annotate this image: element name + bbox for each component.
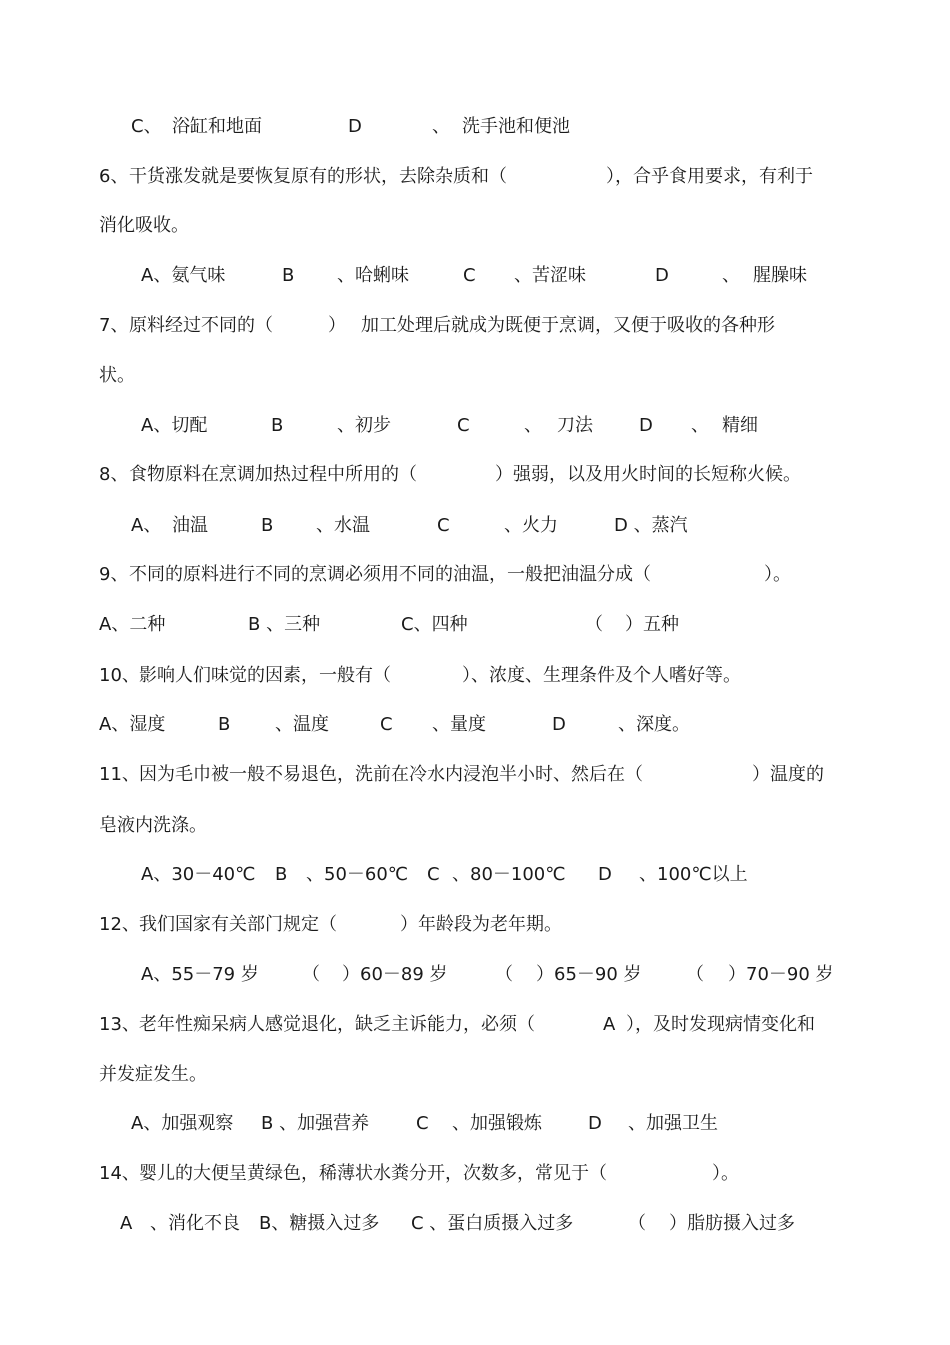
option-c-label: C — [380, 714, 393, 735]
option-b-text: 、初步 — [337, 415, 391, 436]
option-a-label: A、 — [131, 515, 162, 536]
question-stem: 老年性痴呆病人感觉退化，缺乏主诉能力，必须（ — [139, 1014, 535, 1035]
question-stem: 婴儿的大便呈黄绿色，稀薄状水粪分开，次数多，常见于（ — [139, 1163, 607, 1184]
option-b-label: B — [218, 714, 231, 735]
option-d: D 、蒸汽 — [614, 515, 688, 536]
option-b-text: 、哈蜊味 — [337, 265, 409, 286]
option-b-text: 、水温 — [316, 515, 370, 536]
question-number: 6、 — [99, 166, 129, 187]
option-d-label: D — [598, 864, 612, 885]
question-number: 7、 — [99, 315, 129, 336]
option-a: A、湿度 — [99, 714, 166, 735]
option-c-text: 、量度 — [432, 714, 486, 735]
option-c-text: ）65－90 岁 — [536, 964, 642, 985]
option-b-text: 、温度 — [275, 714, 329, 735]
option-b: B 、加强营养 — [261, 1113, 370, 1134]
option-c-label: C — [416, 1113, 429, 1134]
question-stem: 原料经过不同的（ — [129, 315, 273, 336]
option-d-text: 、加强卫生 — [628, 1113, 718, 1134]
option-a: A、氨气味 — [141, 265, 226, 286]
option-d-text: ）五种 — [625, 614, 679, 635]
option-a: A、55－79 岁 — [141, 964, 259, 985]
option-c-paren: （ — [495, 964, 513, 985]
question-stem: ）温度的 — [752, 764, 824, 785]
option-d-sep: 、 — [432, 116, 450, 137]
option-b-paren: （ — [302, 964, 320, 985]
option-a-text: 油温 — [172, 515, 208, 536]
question-stem: 食物原料在烹调加热过程中所用的（ — [129, 464, 417, 485]
question-stem: ）强弱，以及用火时间的长短称火候。 — [495, 464, 801, 485]
option-b-label: B — [282, 265, 295, 286]
question-number: 14、 — [99, 1163, 140, 1184]
question-stem: 并发症发生。 — [99, 1064, 207, 1085]
option-c-label: C — [437, 515, 450, 536]
option-c: C、四种 — [401, 614, 468, 635]
question-stem: 消化吸收。 — [99, 215, 189, 236]
option-d-text: 、深度。 — [618, 714, 690, 735]
question-stem: 不同的原料进行不同的烹调必须用不同的油温，一般把油温分成（ — [129, 564, 651, 585]
question-stem: ），及时发现病情变化和 — [626, 1014, 815, 1035]
option-d-paren: （ — [686, 964, 704, 985]
option-d-text: ）脂肪摄入过多 — [669, 1213, 795, 1234]
option-d-text: 精细 — [722, 415, 758, 436]
option-b-text: ）60－89 岁 — [342, 964, 448, 985]
option-c-label: C — [457, 415, 470, 436]
option-d-label: D — [639, 415, 653, 436]
option-d-paren: （ — [585, 614, 603, 635]
option-b-label: B — [271, 415, 284, 436]
question-stem: 皂液内洗涤。 — [99, 815, 207, 836]
option-a: A、30－40℃ — [141, 864, 256, 885]
option-d-text: 、100℃以上 — [639, 864, 748, 885]
question-stem: ）年龄段为老年期。 — [400, 914, 562, 935]
question-number: 8、 — [99, 464, 129, 485]
question-stem: ）。 — [712, 1163, 739, 1184]
option-c-label: C、 — [131, 116, 162, 137]
question-answer: A — [603, 1014, 616, 1035]
option-b-label: B — [275, 864, 288, 885]
option-b-label: B — [261, 515, 274, 536]
option-d-text: 洗手池和便池 — [462, 116, 570, 137]
option-d-sep: 、 — [691, 415, 709, 436]
option-d-label: D — [552, 714, 566, 735]
option-c: C 、蛋白质摄入过多 — [411, 1213, 574, 1234]
option-a: A、二种 — [99, 614, 166, 635]
option-d-text: ）70－90 岁 — [728, 964, 834, 985]
question-stem: ），合乎食用要求，有利于 — [606, 166, 813, 187]
question-stem: ）、浓度、生理条件及个人嗜好等。 — [462, 665, 741, 686]
question-number: 11、 — [99, 764, 140, 785]
option-a-label: A — [120, 1213, 133, 1234]
question-stem: 影响人们味觉的因素，一般有（ — [139, 665, 391, 686]
option-d-text: 腥臊味 — [753, 265, 807, 286]
option-c-text: 浴缸和地面 — [172, 116, 262, 137]
question-number: 10、 — [99, 665, 140, 686]
question-stem: 干货涨发就是要恢复原有的形状，去除杂质和（ — [129, 166, 507, 187]
option-c-text: 、火力 — [504, 515, 558, 536]
option-d-label: D — [655, 265, 669, 286]
option-c-label: C — [427, 864, 440, 885]
option-c-text: 、苦涩味 — [514, 265, 586, 286]
option-d-label: D — [348, 116, 362, 137]
question-stem: 加工处理后就成为既便于烹调，又便于吸收的各种形 — [361, 315, 775, 336]
question-number: 9、 — [99, 564, 129, 585]
option-d-label: D — [588, 1113, 602, 1134]
option-a: A、加强观察 — [131, 1113, 234, 1134]
option-c-text: 、加强锻炼 — [452, 1113, 542, 1134]
option-c-text: 刀法 — [557, 415, 593, 436]
question-number: 12、 — [99, 914, 140, 935]
option-c-text: 、80－100℃ — [452, 864, 566, 885]
option-b-text: 、50－60℃ — [306, 864, 409, 885]
option-c-sep: 、 — [524, 415, 542, 436]
option-a: A、切配 — [141, 415, 208, 436]
option-d-paren: （ — [628, 1213, 646, 1234]
question-stem: 我们国家有关部门规定（ — [139, 914, 337, 935]
option-b: B、糖摄入过多 — [259, 1213, 380, 1234]
question-stem: 因为毛巾被一般不易退色，洗前在冷水内浸泡半小时、然后在（ — [139, 764, 643, 785]
option-d-sep: 、 — [722, 265, 740, 286]
question-stem: ） — [328, 315, 346, 336]
question-stem: 状。 — [99, 365, 135, 386]
option-a-text: 、消化不良 — [150, 1213, 240, 1234]
question-number: 13、 — [99, 1014, 140, 1035]
option-c-label: C — [463, 265, 476, 286]
question-stem: ）。 — [764, 564, 791, 585]
option-b: B 、三种 — [248, 614, 321, 635]
